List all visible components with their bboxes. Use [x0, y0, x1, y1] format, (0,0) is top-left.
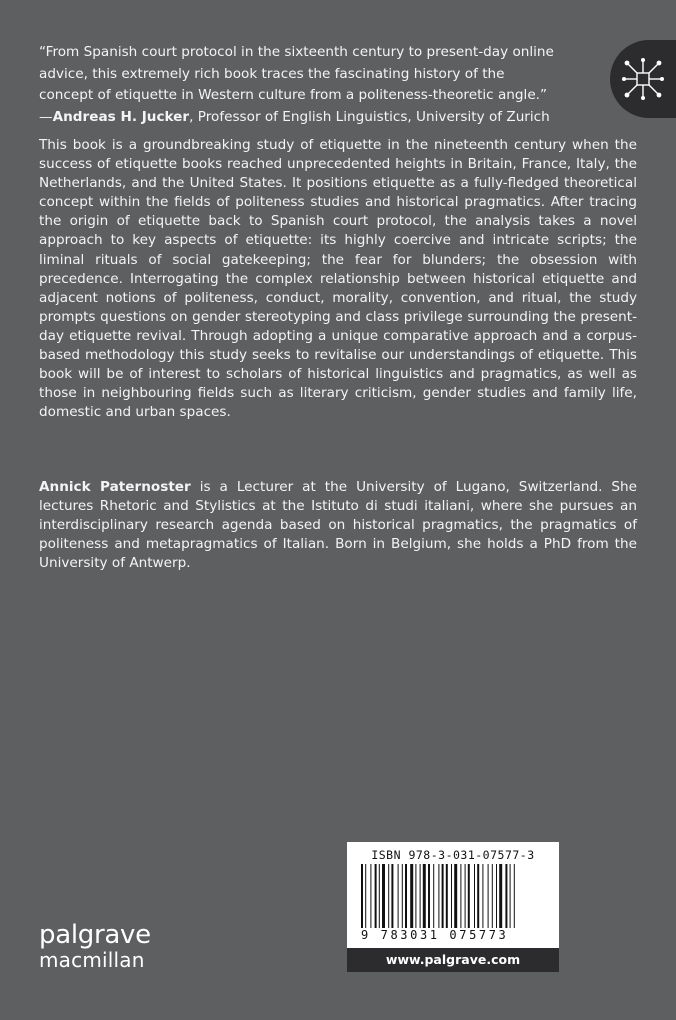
author-name: Annick Paternoster	[39, 479, 191, 495]
publisher-logo	[39, 920, 151, 972]
quote-author: Andreas H. Jucker	[52, 108, 190, 125]
book-description: This book is a groundbreaking study of etiquette in the nineteenth century when the success of etiquette books reached unprecedented heights in Britain, France, Italy, the Netherlands, and the United States. It positions etiquette as a fully-fledged theoretical concept within the fields of politeness studies and historical pragmatics. After tracing the origin of etiquette back to Spanish court protocol, the analysis takes a novel approach to key aspects of etiquette: its highly coercive and intricate scripts; the liminal rituals of social gatekeeping; the fear for blunders; the obsession with precedence. Interrogating the complex relationship between historical etiquette and adjacent notions of politeness, conduct, morality, convention, and ritual, the study prompts questions on gender stereotyping and class privilege surrounding the present-day etiquette revival. Through adopting a unique comparative approach and a corpus-based methodology this study seeks to revitalise our understandings of etiquette. This book will be of interest to scholars of historical linguistics and pragmatics, as well as those in neighbouring fields such as literary criticism, gender studies and family life, domestic and urban spaces.	[39, 137, 637, 421]
barcode-icon	[361, 864, 545, 928]
publisher-logo-line1: palgrave	[39, 920, 151, 950]
series-tab	[610, 40, 676, 118]
isbn-label: ISBN 978-3-031-07577-3	[371, 848, 535, 862]
palgrave-network-icon	[620, 54, 666, 104]
quote-text: “From Spanish court protocol in the sixteenth century to present-day online advice, this extremely rich book traces the fascinating history of the concept of etiquette in Western culture from a politeness-theoretic angle.”	[39, 44, 554, 103]
author-bio-text: is a Lecturer at the University of Lugano, Switzerland. She lectures Rhetoric and Stylistics at the Istituto di studi italiani, where she pursues an interdisciplinary research agenda based on historical pragmatics, the pragmatics of politeness and metapragmatics of Italian. Born in Belgium, she holds a PhD from the University of Antwerp.	[39, 479, 638, 572]
publisher-website: www.palgrave.com	[347, 948, 559, 972]
quote-dash: —	[39, 108, 53, 125]
publisher-logo-line2: macmillan	[39, 948, 145, 972]
endorsement-quote	[39, 42, 559, 128]
quote-attribution	[39, 107, 559, 129]
author-bio	[39, 478, 637, 573]
quote-affiliation: , Professor of English Linguistics, University of Zurich	[189, 108, 550, 125]
isbn-digits: 9 783031 075773	[361, 928, 509, 942]
